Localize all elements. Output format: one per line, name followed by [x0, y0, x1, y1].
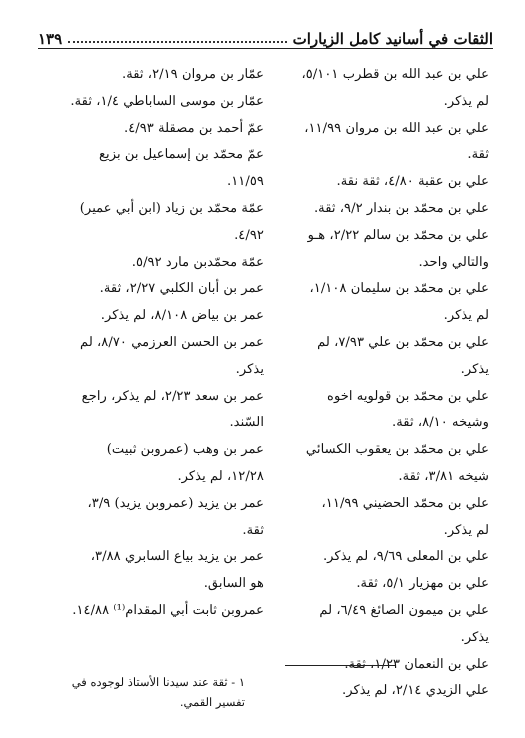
entry-line: لم يذكر. — [443, 522, 489, 538]
entry-line: لم يذكر. — [443, 308, 489, 324]
entry-line: عمر بن يزيد (عمروبن يزيد) ٣/٩، — [87, 495, 264, 511]
left-column — [44, 62, 264, 625]
running-title: الثقات في أسانيد كامل الزيارات — [292, 30, 493, 48]
entry-line: ١١/٥٩. — [227, 174, 264, 190]
entry-line: عمّار بن موسى الساباطي ١/٤، ثقة. — [70, 93, 264, 109]
entry-line: علي بن محمّد بن بندار ٩/٢، ثقة. — [313, 200, 489, 216]
entry-line: علي الزيدي ٢/١٤، لم يذكر. — [342, 683, 489, 699]
entry-line: عمر بن الحسن العرزمي ٨/٧٠، لم — [80, 334, 264, 350]
entry-line: عمّة محمّد بن زياد (ابن أبي عمير) — [79, 200, 264, 216]
footnote-divider — [285, 665, 395, 666]
entry-line: ثقة. — [242, 522, 264, 538]
entry-line: عمر بن سعد ٢/٢٣، لم يذكر، راجع — [81, 388, 264, 404]
leader-dots — [68, 41, 286, 43]
entry-line: ١٢/٢٨، لم يذكر. — [177, 468, 264, 484]
entry-line: عمروبن ثابت أبي المقدام⁽¹⁾ ١٤/٨٨. — [72, 602, 264, 618]
page-header — [38, 18, 493, 49]
entry-line: يذكر. — [235, 361, 264, 377]
entry-line: عمر بن يزيد بياع السابري ٣/٨٨، — [90, 549, 264, 565]
entry-line: هو السابق. — [203, 576, 264, 592]
entry-line: علي بن مهزيار ٥/١، ثقة. — [356, 576, 489, 592]
entry-line: علي بن محمّد الحضيني ١١/٩٩، — [321, 495, 489, 511]
entry-line: علي بن محمّد بن قولويه اخوه — [327, 388, 489, 404]
page-number: ١٣٩ — [38, 30, 63, 48]
entry-line: وشيخه ٨/١٠، ثقة. — [392, 415, 489, 431]
entry-line: عمّ أحمد بن مصقلة ٤/٩٣. — [124, 120, 264, 136]
right-column — [269, 62, 489, 705]
entry-line: عمر بن وهب (عمروبن ثبيت) — [106, 442, 264, 458]
entry-line: عمّة محمّدبن مارد ٥/٩٢. — [131, 254, 264, 270]
entry-line: عمر بن أبان الكلبي ٢/٢٧، ثقة. — [99, 281, 264, 297]
entry-line: والتالي واحد. — [418, 254, 489, 270]
entry-line: علي بن المعلى ٩/٦٩، لم يذكر. — [322, 549, 489, 565]
footnote: ١ - ثقة عند سيدنا الأستاذ لوجوده في تفسير القمي. — [71, 675, 245, 709]
entry-line: علي بن محمّد بن يعقوب الكسائي — [305, 442, 489, 458]
entry-line: علي بن عبد الله بن مروان ١١/٩٩، — [304, 120, 489, 136]
entry-line: عمّار بن مروان ٢/١٩، ثقة. — [122, 67, 264, 82]
entry-line: علي بن محمّد بن سليمان ١/١٠٨، — [309, 281, 489, 297]
entry-line: علي بن محمّد بن سالم ٢/٢٢، هـو — [307, 227, 489, 243]
entry-line: لم يذكر. — [443, 93, 489, 109]
entry-line: علي بن عقبة ٤/٨٠، ثقة نقة. — [336, 174, 489, 190]
entry-line: يذكر. — [460, 361, 489, 377]
entry-line: علي بن ميمون الصائغ ٦/٤٩، لم — [319, 602, 489, 618]
entry-line: ثقة. — [467, 147, 489, 163]
entry-line: السّند. — [229, 415, 264, 431]
entry-line: علي بن النعمان ١/٢٣، ثقة. — [344, 656, 489, 672]
entry-line: شيخه ٣/٨١، ثقة. — [398, 468, 489, 484]
entry-line: علي بن محمّد بن علي ٧/٩٣، لم — [317, 334, 489, 350]
entry-line: ٤/٩٢. — [234, 227, 264, 243]
entry-line: عمّ محمّد بن إسماعيل بن بزيع — [99, 147, 264, 163]
entry-line: يذكر. — [460, 629, 489, 645]
entry-line: علي بن عبد الله بن قطرب ٥/١٠١، — [301, 67, 489, 82]
entry-line: عمر بن بياض ٨/١٠٨، لم يذكر. — [100, 308, 264, 324]
